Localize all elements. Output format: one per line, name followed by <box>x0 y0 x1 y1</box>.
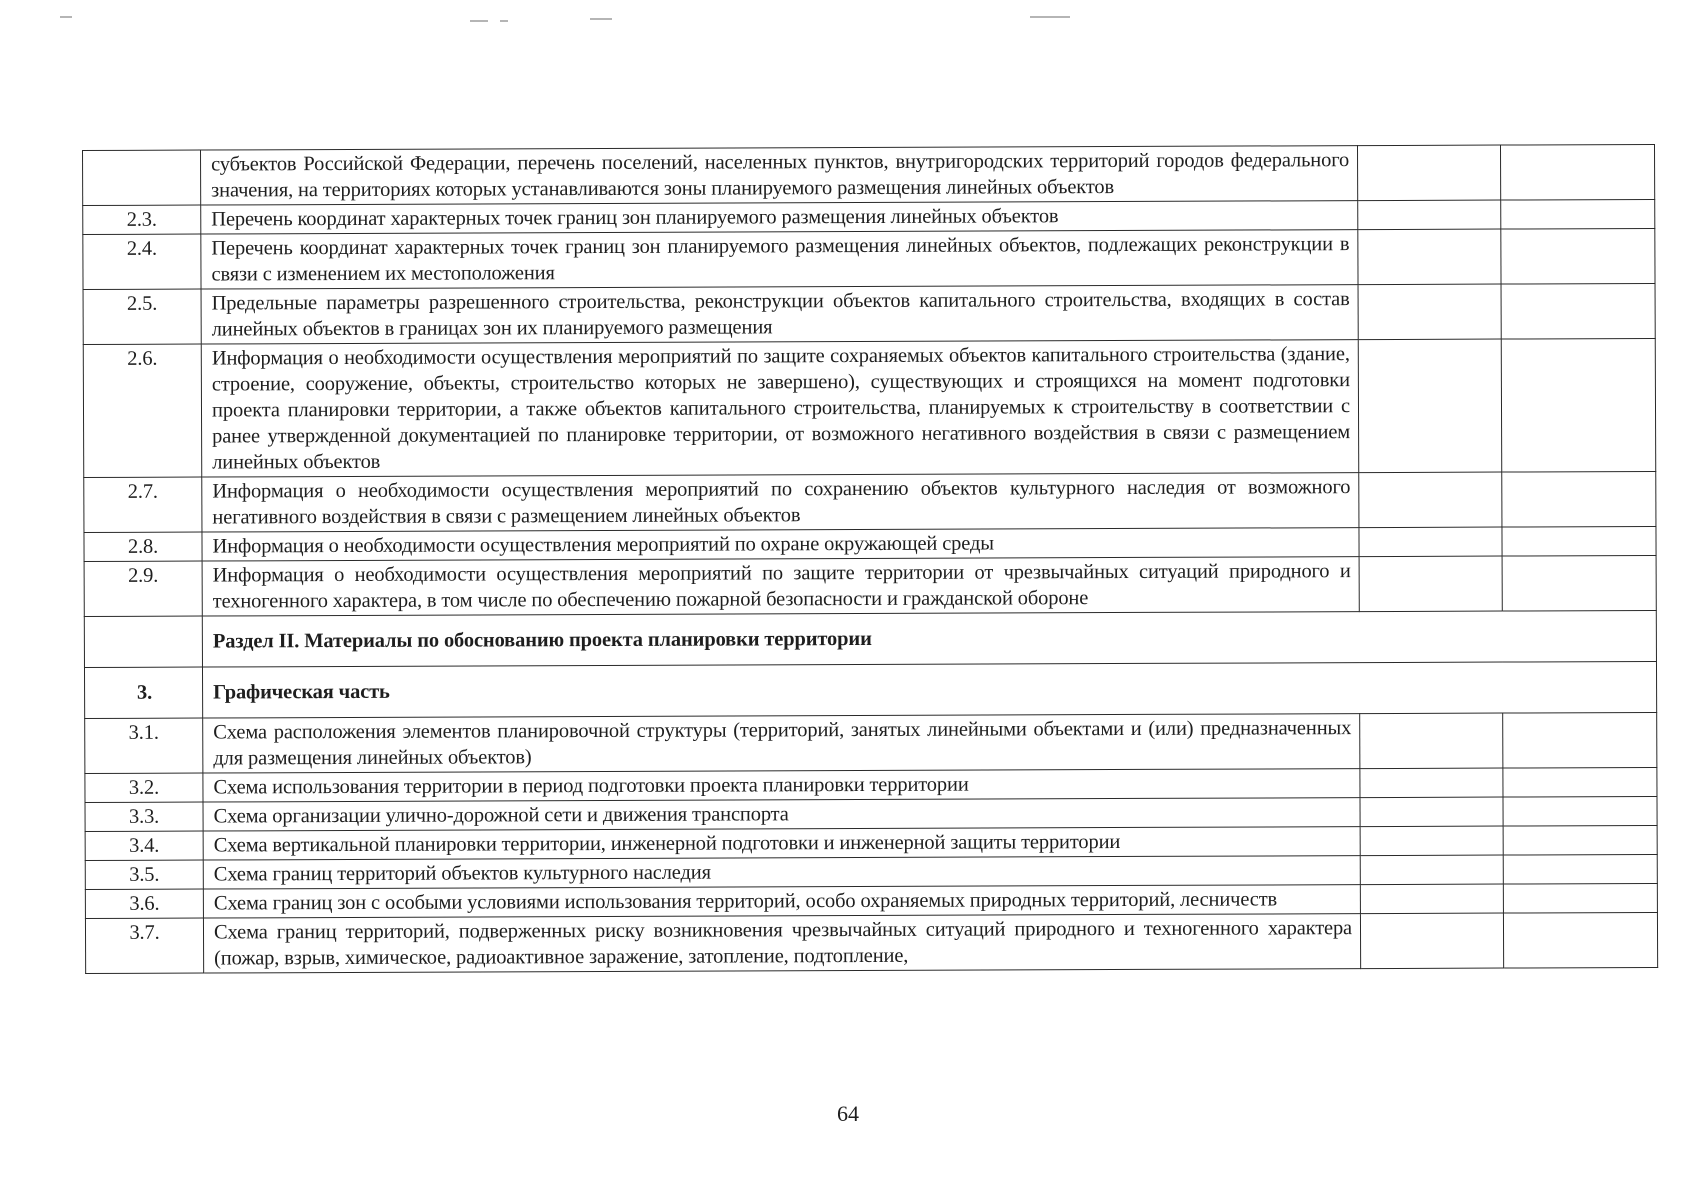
row-text: Схема использования территории в период подготовки проекта планировки территории <box>203 769 1360 802</box>
table-row <box>84 555 1656 616</box>
page-number: 64 <box>837 1101 859 1126</box>
table-row <box>83 144 1655 205</box>
row-number: 3.7. <box>85 918 203 973</box>
row-text: Схема границ территорий объектов культурного наследия <box>203 856 1360 889</box>
empty-cell <box>1501 199 1655 229</box>
empty-cell <box>1501 283 1655 339</box>
table-row <box>83 283 1655 344</box>
table-row <box>84 471 1656 532</box>
row-number: 3.5. <box>85 860 203 889</box>
empty-cell <box>1360 913 1503 969</box>
section-title: Графическая часть <box>202 661 1656 718</box>
row-text: Схема организации улично-дорожной сети и движения транспорта <box>203 798 1360 831</box>
row-number: 3.3. <box>85 802 203 831</box>
section-heading-row <box>84 661 1656 718</box>
table-row <box>83 228 1655 289</box>
scan-artifacts <box>0 16 1696 26</box>
row-number: 3.1. <box>85 718 203 773</box>
empty-cell <box>1359 472 1502 528</box>
section-title: Раздел II. Материалы по обоснованию проекта планировки территории <box>202 610 1656 667</box>
empty-cell <box>1503 912 1657 968</box>
empty-cell <box>1358 229 1501 285</box>
row-text: Перечень координат характерных точек границ зон планируемого размещения линейных объектов <box>201 201 1358 234</box>
table-row <box>83 338 1655 477</box>
empty-cell <box>1503 883 1657 913</box>
empty-cell <box>1503 825 1657 855</box>
empty-cell <box>1502 526 1656 556</box>
empty-cell <box>1502 555 1656 611</box>
row-number: 3.4. <box>85 831 203 860</box>
empty-cell <box>1357 145 1500 201</box>
row-text: Схема вертикальной планировки территории, инженерной подготовки и инженерной защиты территории <box>203 827 1360 860</box>
empty-cell <box>1360 713 1503 769</box>
empty-cell <box>1503 854 1657 884</box>
empty-cell <box>1358 284 1501 340</box>
empty-cell <box>1358 339 1502 473</box>
empty-cell <box>1503 712 1657 768</box>
row-number: 2.4. <box>83 234 201 289</box>
section-number <box>84 616 202 667</box>
row-text: Схема границ зон с особыми условиями использования территорий, особо охраняемых природных территорий, лесничеств <box>203 885 1360 918</box>
empty-cell <box>1360 797 1503 827</box>
empty-cell <box>1360 855 1503 885</box>
row-text: Информация о необходимости осуществления мероприятий по охране окружающей среды <box>202 528 1359 561</box>
document-table <box>82 144 1658 974</box>
row-text: Перечень координат характерных точек границ зон планируемого размещения линейных объектов, подлежащих реконструкции в связи с изменением их местоположения <box>201 230 1358 289</box>
empty-cell <box>1359 556 1502 612</box>
row-text: Схема расположения элементов планировочной структуры (территорий, занятых линейными объектами и (или) предназначенных для размещения линейных объектов) <box>203 714 1360 773</box>
row-number: 2.5. <box>83 289 201 344</box>
section-number: 3. <box>84 667 202 718</box>
row-text: Информация о необходимости осуществления мероприятий по сохранению объектов культурного наследия от возможного негативного воздействия в связи с размещением линейных объектов <box>202 473 1359 532</box>
row-text: субъектов Российской Федерации, перечень поселений, населенных пунктов, внутригородских территорий городов федерального значения, на территориях которых устанавливаются зоны планируемого размещения линейных объектов <box>201 146 1358 205</box>
row-number <box>83 150 201 205</box>
row-number: 3.6. <box>85 889 203 918</box>
row-number: 3.2. <box>85 773 203 802</box>
empty-cell <box>1500 144 1654 200</box>
empty-cell <box>1359 527 1502 557</box>
row-number: 2.7. <box>84 477 202 532</box>
row-text: Схема границ территорий, подверженных риску возникновения чрезвычайных ситуаций природного и техногенного характера (пожар, взрыв, химическое, радиоактивное заражение, затопление, подтопление, <box>203 914 1360 973</box>
table-row <box>85 712 1657 773</box>
empty-cell <box>1503 767 1657 797</box>
empty-cell <box>1360 826 1503 856</box>
empty-cell <box>1501 228 1655 284</box>
empty-cell <box>1360 884 1503 914</box>
row-text: Предельные параметры разрешенного строительства, реконструкции объектов капитального строительства, входящих в состав линейных объектов в границах зон их планируемого размещения <box>201 285 1358 344</box>
row-text: Информация о необходимости осуществления мероприятий по защите территории от чрезвычайных ситуаций природного и техногенного характера, в том числе по обеспечению пожарной безопасности и гражданской обороне <box>202 557 1359 616</box>
empty-cell <box>1502 471 1656 527</box>
empty-cell <box>1501 338 1656 472</box>
row-text: Информация о необходимости осуществления мероприятий по защите сохраняемых объектов капитального строительства (здание, строение, сооружение, объекты, строительство которых не завершено), существующих и строящихся на момент подготовки проекта планировки территории, а также объектов капитального строительства, планируемых к строительству в соответствии с ранее утвержденной документацией по планировке территории, от возможного негативного воздействия в связи с размещением линейных объектов <box>201 340 1359 477</box>
row-number: 2.6. <box>83 344 202 477</box>
empty-cell <box>1360 768 1503 798</box>
empty-cell <box>1358 200 1501 230</box>
section-heading-row <box>84 610 1656 667</box>
empty-cell <box>1503 796 1657 826</box>
row-number: 2.3. <box>83 205 201 234</box>
row-number: 2.9. <box>84 561 202 616</box>
table-row <box>85 912 1657 973</box>
row-number: 2.8. <box>84 532 202 561</box>
